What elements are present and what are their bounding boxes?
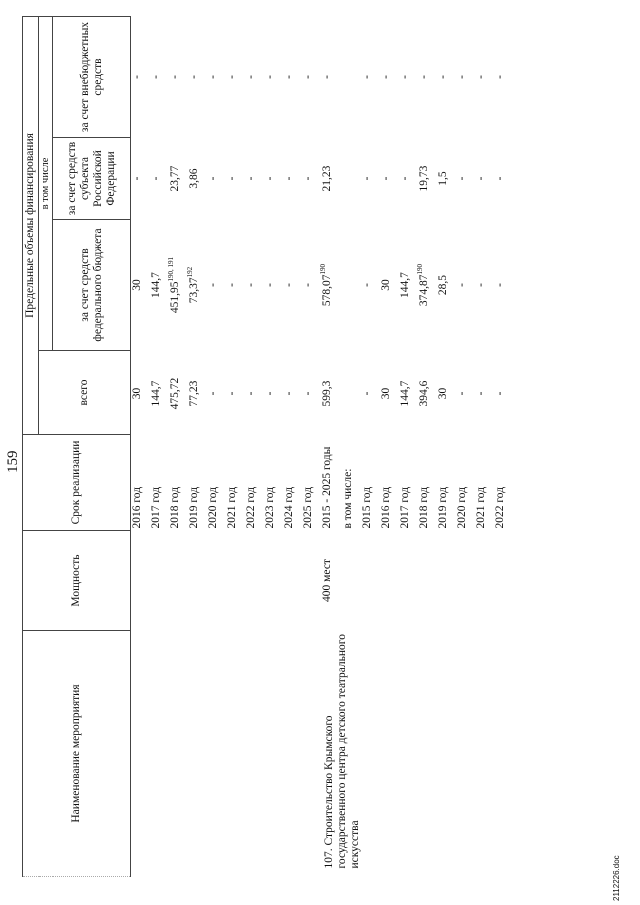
row-period-cell <box>380 435 399 531</box>
row-total-cell <box>437 351 456 435</box>
row-regional-cell <box>380 138 399 220</box>
row-federal-text: - <box>456 283 468 287</box>
row-extra-cell <box>150 17 169 138</box>
row-period-cell <box>361 435 380 531</box>
row-name-cell <box>321 631 361 877</box>
row-regional-text: - <box>264 176 276 181</box>
row-extra-cell <box>302 17 321 138</box>
row-extra-cell <box>475 17 494 138</box>
row-total-cell <box>150 351 169 435</box>
row-regional-text: 1,5 <box>437 171 449 186</box>
row-federal-cell <box>188 220 207 351</box>
row-regional-cell <box>150 138 169 220</box>
table-row <box>169 17 188 877</box>
row-regional-cell <box>321 138 342 220</box>
row-capacity-cell <box>264 531 283 631</box>
row-capacity-cell <box>131 531 151 631</box>
table-row <box>207 17 226 877</box>
row-period-cell <box>321 435 342 531</box>
row-total-text: 144,7 <box>150 380 162 407</box>
row-period-text: 2021 год <box>475 486 487 529</box>
row-period-text: 2025 год <box>302 486 314 529</box>
row-total-cell <box>131 351 151 435</box>
row-period-text: 2017 год <box>399 486 411 529</box>
table-row <box>321 17 342 877</box>
row-extra-text: - <box>437 75 449 79</box>
row-federal-cell <box>380 220 399 351</box>
row-federal-cell <box>226 220 245 351</box>
header-extra: за счет внебюджетных средств <box>53 17 131 138</box>
footnote-ref: 190 <box>416 263 425 275</box>
row-period-text: 2021 год <box>226 486 238 529</box>
row-regional-cell <box>302 138 321 220</box>
row-total-cell <box>456 351 475 435</box>
header-period: Срок реализации <box>23 435 131 531</box>
row-regional-cell <box>418 138 437 220</box>
row-regional-text: - <box>380 176 392 181</box>
table-row <box>361 17 380 877</box>
row-federal-text: - <box>283 283 295 287</box>
table-row <box>226 17 245 877</box>
row-federal-cell <box>475 220 494 351</box>
row-regional-cell <box>475 138 494 220</box>
row-federal-cell <box>399 220 418 351</box>
table-row <box>456 17 475 877</box>
row-regional-text: - <box>245 176 257 181</box>
row-period-text: 2024 год <box>283 486 295 529</box>
row-total-text: 475,72 <box>169 377 181 410</box>
row-federal-cell <box>207 220 226 351</box>
row-period-cell <box>188 435 207 531</box>
row-regional-text: - <box>456 176 468 181</box>
row-capacity-cell <box>399 531 418 631</box>
row-federal-text: - <box>475 283 487 287</box>
page-number: 159 <box>5 450 21 473</box>
row-name-cell <box>399 631 418 877</box>
row-capacity-cell <box>207 531 226 631</box>
row-regional-cell <box>188 138 207 220</box>
row-federal-text: 451,95 <box>169 281 181 314</box>
row-regional-text: - <box>302 176 314 181</box>
row-extra-cell <box>418 17 437 138</box>
row-federal-cell <box>245 220 264 351</box>
row-period-cell <box>437 435 456 531</box>
row-total-cell <box>264 351 283 435</box>
row-extra-text: - <box>245 75 257 79</box>
header-in-that: в том числе <box>39 17 53 351</box>
row-regional-text: - <box>150 176 162 181</box>
row-period-text: 2018 год <box>418 486 430 529</box>
row-extra-cell <box>437 17 456 138</box>
row-capacity-cell <box>302 531 321 631</box>
row-federal-cell <box>283 220 302 351</box>
row-total-text: - <box>475 391 487 396</box>
row-name-cell <box>150 631 169 877</box>
footnote-ref: 190 <box>319 263 328 275</box>
row-capacity-cell <box>188 531 207 631</box>
row-extra-cell <box>456 17 475 138</box>
row-name-cell <box>380 631 399 877</box>
row-extra-cell <box>131 17 151 138</box>
row-capacity-text: 400 мест <box>321 559 333 602</box>
row-period-cell <box>207 435 226 531</box>
row-extra-text: - <box>302 75 314 79</box>
row-extra-text: - <box>456 75 468 79</box>
row-federal-cell <box>321 220 342 351</box>
row-regional-text: - <box>226 176 238 181</box>
row-regional-cell <box>131 138 151 220</box>
row-extra-text: - <box>361 75 373 79</box>
row-federal-text: - <box>302 283 314 287</box>
row-period-cell <box>399 435 418 531</box>
row-total-cell <box>418 351 437 435</box>
row-period-text: 2016 год <box>380 486 392 529</box>
row-extra-cell <box>283 17 302 138</box>
row-regional-cell <box>437 138 456 220</box>
row-name-cell <box>418 631 437 877</box>
table-row <box>188 17 207 877</box>
row-name-cell <box>475 631 494 877</box>
row-regional-cell <box>264 138 283 220</box>
row-federal-text: - <box>494 283 506 287</box>
row-total-cell <box>380 351 399 435</box>
row-federal-cell <box>264 220 283 351</box>
footer-filename: 2112226.doc <box>612 855 621 901</box>
row-capacity-cell <box>283 531 302 631</box>
row-period-text: 2019 год <box>188 486 200 529</box>
row-extra-text: - <box>494 75 506 79</box>
table-row <box>150 17 169 877</box>
row-regional-text: - <box>475 176 487 181</box>
row-period-cell <box>302 435 321 531</box>
table-row <box>494 17 513 877</box>
row-federal-cell <box>150 220 169 351</box>
row-name-cell <box>283 631 302 877</box>
row-extra-text: - <box>188 75 200 79</box>
table-row <box>380 17 399 877</box>
row-total-text: 30 <box>380 387 392 400</box>
row-period-text: в том числе: <box>342 468 354 529</box>
row-regional-text: 19,73 <box>418 165 430 192</box>
row-extra-cell <box>361 17 380 138</box>
row-extra-text: - <box>380 75 392 79</box>
header-regional: за счет средств субъекта Российской Федерации <box>53 138 131 220</box>
row-total-text: - <box>302 391 314 396</box>
row-period-text: 2023 год <box>264 486 276 529</box>
row-total-text: - <box>361 391 373 396</box>
row-capacity-cell <box>226 531 245 631</box>
row-name-cell <box>437 631 456 877</box>
row-capacity-cell <box>169 531 188 631</box>
row-name-cell <box>245 631 264 877</box>
table-row <box>399 17 418 877</box>
row-name-cell <box>302 631 321 877</box>
row-name-cell <box>188 631 207 877</box>
table-body <box>131 17 514 877</box>
row-extra-cell <box>226 17 245 138</box>
table-row <box>302 17 321 877</box>
row-federal-text: 578,07 <box>321 274 333 307</box>
table-row <box>418 17 437 877</box>
row-regional-text: 3,86 <box>188 168 200 189</box>
row-extra-cell <box>207 17 226 138</box>
row-extra-text: - <box>131 75 143 79</box>
table-row <box>283 17 302 877</box>
row-period-text: 2019 год <box>437 486 449 529</box>
row-extra-text: - <box>169 75 181 79</box>
row-period-cell <box>456 435 475 531</box>
row-extra-text: - <box>264 75 276 79</box>
row-federal-text: 374,87 <box>418 274 430 307</box>
row-federal-cell <box>456 220 475 351</box>
row-period-cell <box>494 435 513 531</box>
row-period-text: 2016 год <box>131 486 143 529</box>
row-capacity-cell <box>380 531 399 631</box>
row-total-text: - <box>207 391 219 396</box>
row-federal-text: - <box>245 283 257 287</box>
header-federal: за счет средств федерального бюджета <box>53 220 131 351</box>
row-total-text: - <box>226 391 238 396</box>
row-name-cell <box>131 631 151 877</box>
row-regional-cell <box>399 138 418 220</box>
row-regional-text: - <box>283 176 295 181</box>
row-extra-text: - <box>150 75 162 79</box>
row-regional-cell <box>361 138 380 220</box>
row-extra-text: - <box>207 75 219 79</box>
row-regional-cell <box>342 138 361 220</box>
row-federal-text: 144,7 <box>150 272 162 298</box>
header-financing-group: Предельные объемы финансирования <box>23 17 39 435</box>
row-total-cell <box>283 351 302 435</box>
row-period-cell <box>418 435 437 531</box>
financing-table <box>22 16 513 877</box>
row-total-text: 144,7 <box>399 380 411 407</box>
row-federal-cell <box>302 220 321 351</box>
row-total-cell <box>342 351 361 435</box>
row-regional-text: - <box>131 176 143 181</box>
row-regional-text: - <box>207 176 219 181</box>
row-total-cell <box>188 351 207 435</box>
row-regional-cell <box>494 138 513 220</box>
row-total-cell <box>226 351 245 435</box>
row-total-text: 394,6 <box>418 380 430 407</box>
header-capacity: Мощность <box>23 531 131 631</box>
row-total-cell <box>494 351 513 435</box>
row-federal-cell <box>361 220 380 351</box>
row-regional-text: 21,23 <box>321 165 333 192</box>
row-extra-cell <box>188 17 207 138</box>
row-period-cell <box>169 435 188 531</box>
table-header <box>23 17 131 877</box>
row-regional-text: - <box>361 176 373 181</box>
row-total-text: 77,23 <box>188 380 200 407</box>
row-extra-text: - <box>226 75 238 79</box>
row-period-cell <box>342 435 361 531</box>
row-federal-text: 73,37 <box>188 277 200 304</box>
row-federal-text: - <box>264 283 276 287</box>
row-total-cell <box>361 351 380 435</box>
row-regional-cell <box>226 138 245 220</box>
row-period-text: 2015 год <box>361 486 373 529</box>
row-extra-text: - <box>475 75 487 79</box>
footnote-ref: 190, 191 <box>167 256 176 282</box>
row-period-cell <box>226 435 245 531</box>
row-extra-cell <box>494 17 513 138</box>
row-capacity-cell <box>321 531 342 631</box>
row-total-text: - <box>264 391 276 396</box>
row-period-text: 2018 год <box>169 486 181 529</box>
row-name-cell <box>207 631 226 877</box>
header-total: всего <box>39 351 131 435</box>
row-total-text: - <box>494 391 506 396</box>
row-federal-cell <box>342 220 361 351</box>
row-period-text: 2017 год <box>150 486 162 529</box>
row-regional-cell <box>169 138 188 220</box>
row-regional-cell <box>283 138 302 220</box>
row-extra-cell <box>264 17 283 138</box>
row-period-cell <box>264 435 283 531</box>
row-name-cell <box>226 631 245 877</box>
row-capacity-cell <box>418 531 437 631</box>
row-name-cell <box>456 631 475 877</box>
row-period-text: 2020 год <box>456 486 468 529</box>
row-capacity-cell <box>245 531 264 631</box>
row-period-text: 2022 год <box>494 486 506 529</box>
row-capacity-cell <box>150 531 169 631</box>
header-name: Наименование мероприятия <box>23 631 131 877</box>
row-extra-text: - <box>418 75 430 79</box>
row-federal-text: 28,5 <box>437 274 449 296</box>
row-period-text: 2022 год <box>245 486 257 529</box>
row-period-cell <box>131 435 151 531</box>
row-name-text: 107. Строительство Крымского государственного центра детского театрального искусства <box>323 634 361 869</box>
row-extra-text: - <box>283 75 295 79</box>
row-federal-text: - <box>226 283 238 287</box>
row-total-text: - <box>283 391 295 396</box>
row-extra-cell <box>380 17 399 138</box>
row-total-text: - <box>456 391 468 396</box>
table-row <box>264 17 283 877</box>
row-extra-cell <box>321 17 342 138</box>
row-regional-cell <box>456 138 475 220</box>
row-federal-cell <box>418 220 437 351</box>
row-federal-text: 30 <box>380 279 392 291</box>
table-row <box>437 17 456 877</box>
row-extra-text: - <box>321 75 333 79</box>
row-extra-cell <box>169 17 188 138</box>
row-period-cell <box>283 435 302 531</box>
row-federal-text: 144,7 <box>399 272 411 298</box>
row-period-text: 2020 год <box>207 486 219 529</box>
table-row <box>245 17 264 877</box>
row-extra-cell <box>342 17 361 138</box>
row-federal-text: 30 <box>131 279 143 291</box>
row-extra-cell <box>245 17 264 138</box>
row-total-cell <box>475 351 494 435</box>
row-capacity-cell <box>475 531 494 631</box>
row-total-cell <box>207 351 226 435</box>
row-total-cell <box>399 351 418 435</box>
row-total-cell <box>321 351 342 435</box>
row-total-cell <box>169 351 188 435</box>
row-period-cell <box>245 435 264 531</box>
row-name-cell <box>169 631 188 877</box>
row-total-text: 599,3 <box>321 380 333 407</box>
row-regional-text: 23,77 <box>169 165 181 192</box>
footnote-ref: 192 <box>186 266 195 278</box>
table-row <box>131 17 151 877</box>
row-name-cell <box>494 631 513 877</box>
row-federal-text: - <box>361 283 373 287</box>
row-total-text: - <box>245 391 257 396</box>
row-capacity-cell <box>342 531 361 631</box>
row-total-cell <box>245 351 264 435</box>
row-federal-cell <box>131 220 151 351</box>
row-total-text: 30 <box>437 387 449 400</box>
row-period-cell <box>475 435 494 531</box>
table-row <box>475 17 494 877</box>
row-regional-text: - <box>494 176 506 181</box>
row-regional-text: - <box>399 176 411 181</box>
row-capacity-cell <box>437 531 456 631</box>
row-federal-cell <box>494 220 513 351</box>
row-extra-cell <box>399 17 418 138</box>
row-federal-text: - <box>207 283 219 287</box>
row-name-cell <box>361 631 380 877</box>
row-federal-cell <box>169 220 188 351</box>
row-capacity-cell <box>494 531 513 631</box>
row-extra-text: - <box>399 75 411 79</box>
row-regional-cell <box>245 138 264 220</box>
row-total-cell <box>302 351 321 435</box>
row-regional-cell <box>207 138 226 220</box>
row-capacity-cell <box>456 531 475 631</box>
row-capacity-cell <box>361 531 380 631</box>
row-period-text: 2015 - 2025 годы <box>321 446 333 529</box>
row-name-cell <box>264 631 283 877</box>
row-period-cell <box>150 435 169 531</box>
row-federal-cell <box>437 220 456 351</box>
row-total-text: 30 <box>131 387 143 400</box>
